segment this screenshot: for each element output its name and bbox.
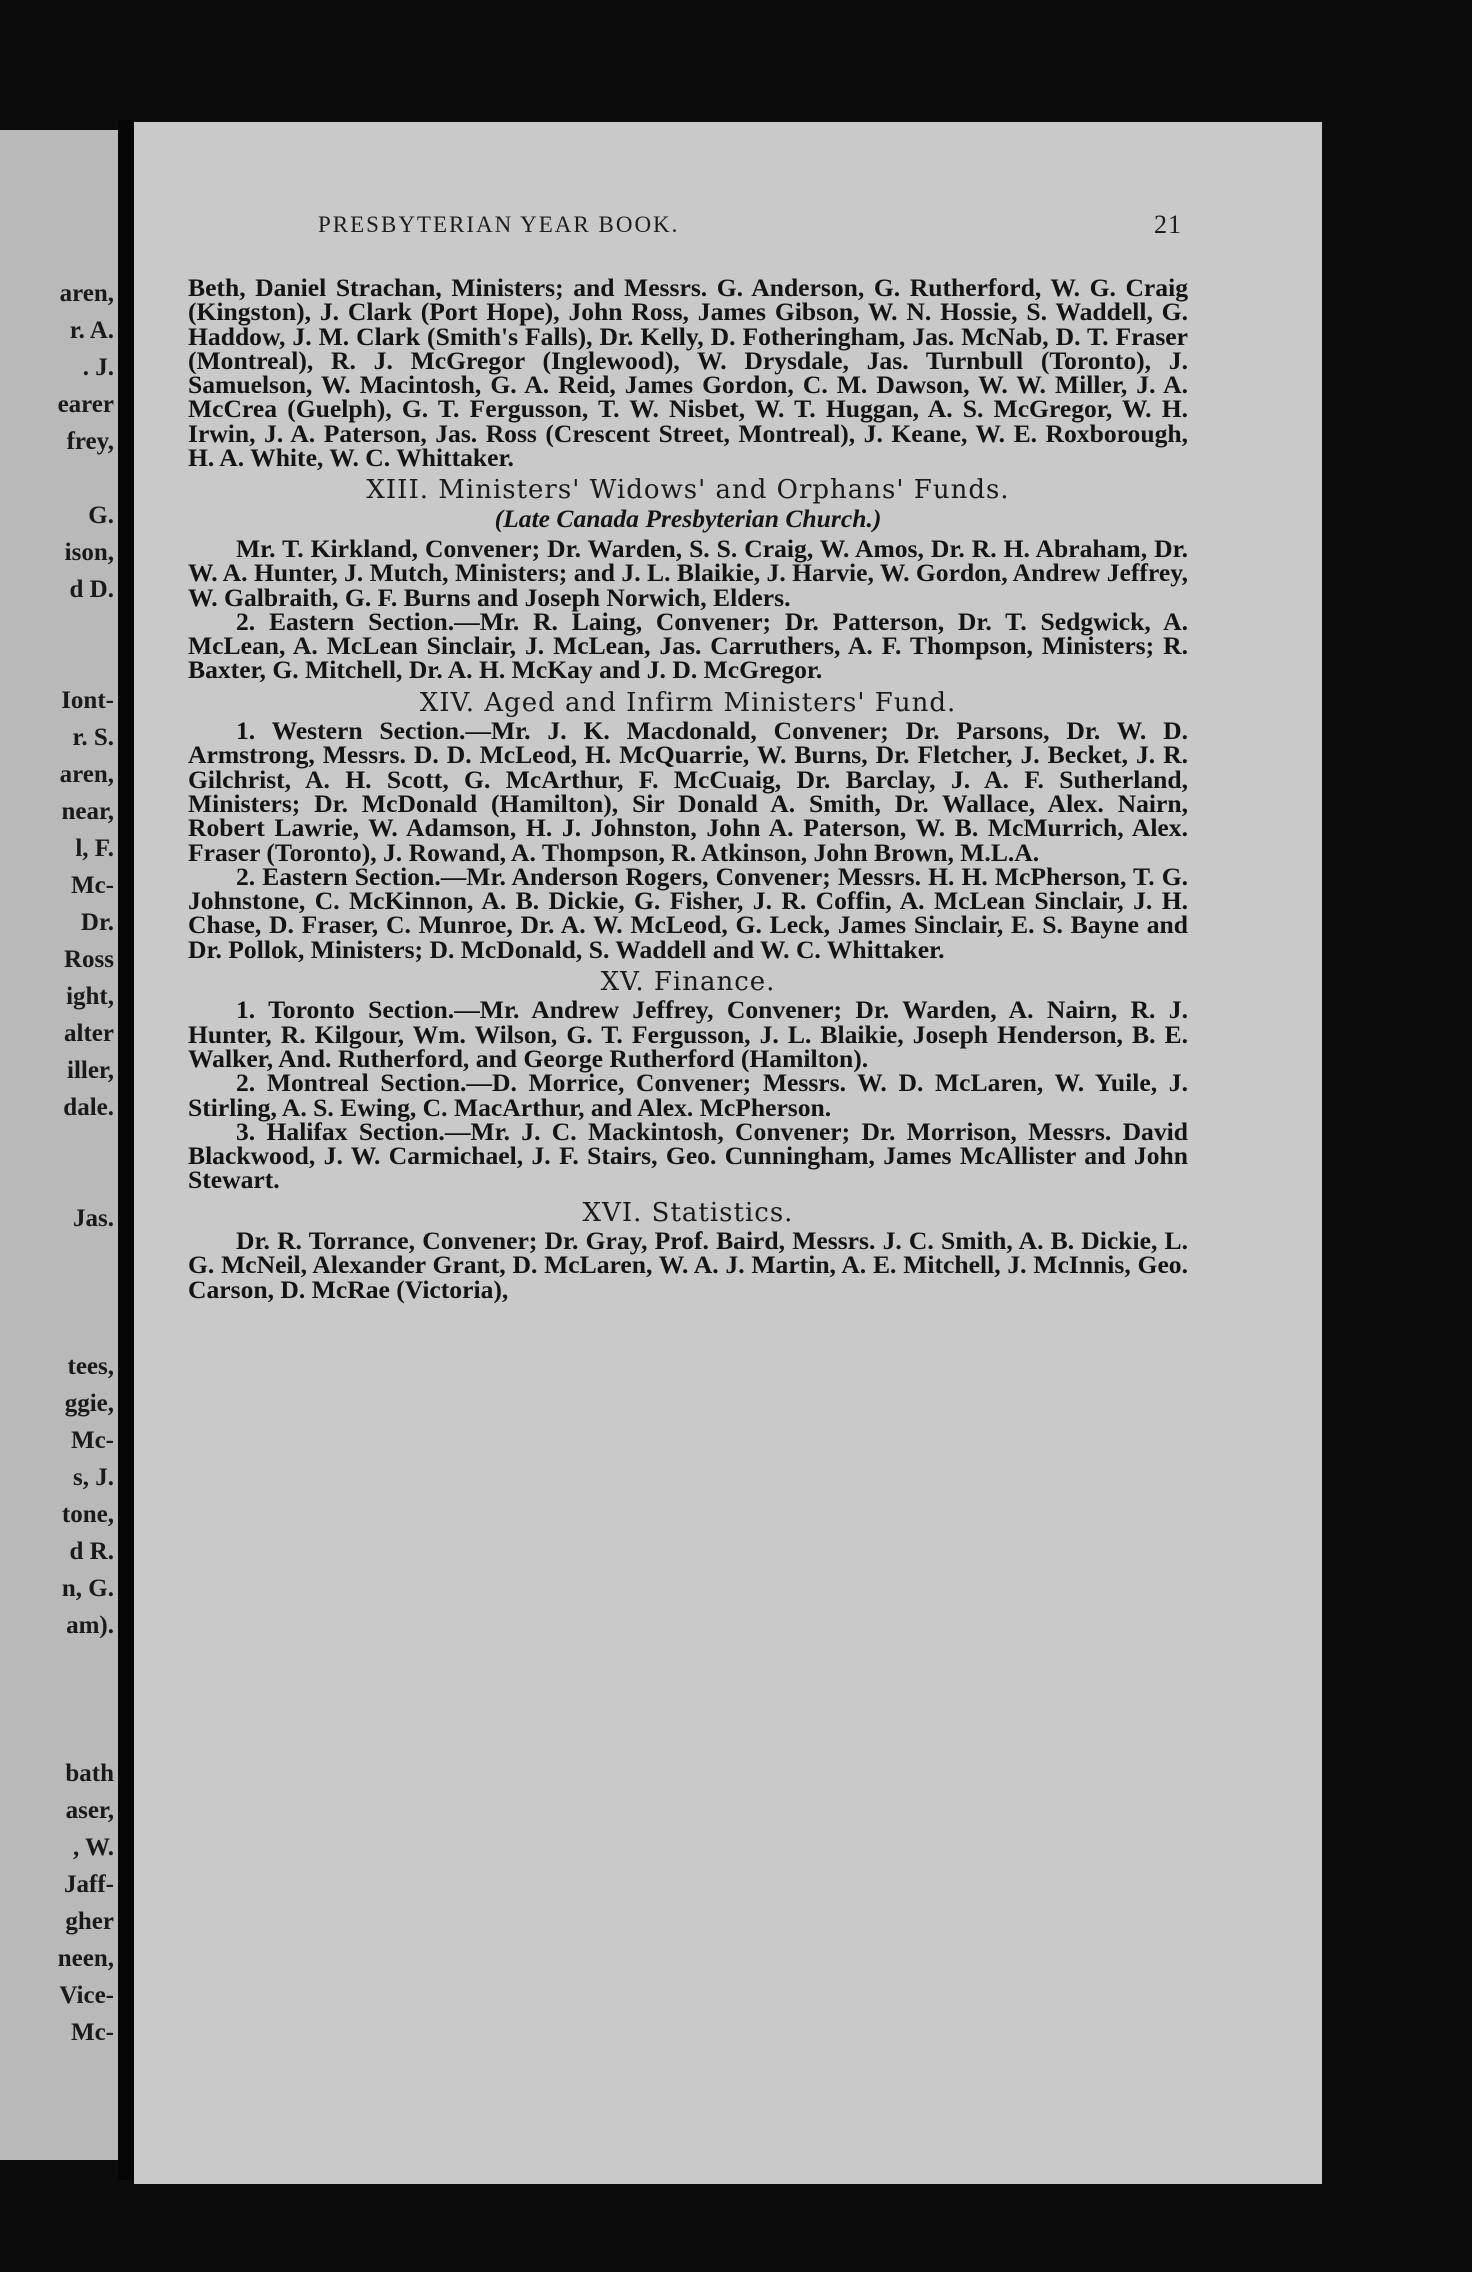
page-gutter — [118, 120, 134, 2180]
left-margin-fragment: near, — [61, 798, 114, 825]
header-title: PRESBYTERIAN YEAR BOOK. — [318, 212, 680, 237]
left-margin-fragment: Mc- — [70, 872, 114, 899]
section-heading-xvi: XVI. Statistics. — [582, 1197, 794, 1228]
section-heading-xiii: XIII. Ministers' Widows' and Orphans' Funds. — [366, 475, 1010, 506]
paragraph: 2. Eastern Section.—Mr. Anderson Rogers, Convener; Messrs. H. H. McPherson, T. G. Johnstone, C. McKinnon, A. B. Dickie, G. Fisher, J. R. Coffin, A. McLean Sinclair, J. H. Chase, D. Fraser, C. Munroe, Dr. A. W. McLeod, G. Leck, James Sinclair, E. S. Bayne and Dr. Pollok, Ministers; D. McDonald, S. Waddell and W. C. Whittaker. — [188, 861, 1188, 964]
left-margin-fragment: dale. — [63, 1094, 114, 1121]
left-margin-fragment: tees, — [67, 1353, 114, 1380]
left-margin-fragment: bath — [65, 1760, 114, 1787]
left-margin-fragment: l, F. — [75, 835, 114, 862]
left-margin-fragment: ison, — [64, 539, 114, 566]
paragraph: 3. Halifax Section.—Mr. J. C. Mackintosh, Convener; Dr. Morrison, Messrs. David Blackwood, J. W. Carmichael, J. F. Stairs, Geo. Cunningham, James McAllister and John Stewart. — [188, 1116, 1188, 1195]
left-margin-fragment: earer — [57, 391, 114, 418]
left-margin-fragment: Vice- — [59, 1982, 114, 2009]
left-margin-fragment: neen, — [57, 1945, 114, 1972]
page-text — [188, 273, 1188, 1304]
left-margin-fragment: aser, — [65, 1797, 114, 1824]
left-margin-fragment: frey, — [66, 428, 114, 455]
left-margin-fragment: tone, — [61, 1501, 114, 1528]
left-margin-fragment: Mc- — [70, 2019, 114, 2046]
left-margin-fragment: d D. — [69, 576, 114, 603]
paragraph: 1. Toronto Section.—Mr. Andrew Jeffrey, Convener; Dr. Warden, A. Nairn, R. J. Hunter, R. Kilgour, Wm. Wilson, G. T. Fergusson, J. L. Blaikie, Joseph Henderson, B. E. Walker, And. Rutherford, and George Rutherford (Hamilton). — [188, 995, 1188, 1073]
paragraph: 1. Western Section.—Mr. J. K. Macdonald, Convener; Dr. Parsons, Dr. W. D. Armstrong, Messrs. D. D. McLeod, H. McQuarrie, W. Burns, Dr. Fletcher, J. Becket, J. R. Gilchrist, A. H. Scott, G. McArthur, F. McCuaig, Dr. Barclay, J. A. F. Sutherland, Ministers; Dr. McDonald (Hamilton), Sir Donald A. Smith, Dr. Wallace, Alex. Nairn, Robert Lawrie, W. Adamson, H. J. Johnston, John A. Paterson, W. B. McMurrich, Alex. Fraser (Toronto), J. Rowand, A. Thompson, R. Atkinson, John Brown, M.L.A. — [188, 716, 1188, 867]
section-heading-xv: XV. Finance. — [600, 967, 776, 998]
left-page-fragment — [0, 130, 118, 2160]
left-margin-fragment: r. S. — [72, 724, 114, 751]
section-subheading: (Late Canada Presbyterian Church.) — [494, 503, 882, 533]
left-margin-fragment: Mc- — [70, 1427, 114, 1454]
left-margin-fragment: d R. — [69, 1538, 114, 1565]
paragraph: Mr. T. Kirkland, Convener; Dr. Warden, S. S. Craig, W. Amos, Dr. R. H. Abraham, Dr. W. A. Hunter, J. Mutch, Ministers; and J. L. Blaikie, J. Harvie, W. Gordon, Andrew Jeffrey, W. Galbraith, G. F. Burns and Joseph Norwich, Elders. — [188, 533, 1188, 612]
left-margin-fragment: gher — [65, 1908, 114, 1935]
section-heading-xiv: XIV. Aged and Infirm Ministers' Fund. — [419, 687, 957, 718]
left-margin-fragment: am). — [66, 1612, 114, 1639]
left-margin-fragment: s, J. — [73, 1464, 114, 1491]
paragraph: 2. Montreal Section.—D. Morrice, Convener; Messrs. W. D. McLaren, W. Yuile, J. Stirling, A. S. Ewing, C. MacArthur, and Alex. McPherson. — [188, 1068, 1188, 1122]
left-margin-fragment: , W. — [72, 1834, 114, 1861]
left-margin-fragment: iller, — [67, 1057, 114, 1084]
left-margin-fragment: aren, — [59, 761, 114, 788]
paragraph: 2. Eastern Section.—Mr. R. Laing, Convener; Dr. Patterson, Dr. T. Sedgwick, A. McLean, A. McLean Sinclair, J. McLean, Jas. Carruthers, A. F. Thompson, Ministers; R. Baxter, G. Mitchell, Dr. A. H. McKay and J. D. McGregor. — [188, 606, 1188, 685]
left-margin-fragment: Ross — [63, 946, 114, 973]
left-margin-fragment: aren, — [59, 280, 114, 307]
left-margin-fragment: alter — [64, 1020, 114, 1047]
left-margin-fragment: . J. — [82, 354, 114, 381]
running-header — [318, 212, 1182, 238]
page-number: 21 — [1154, 210, 1182, 239]
left-margin-fragment: n, G. — [61, 1575, 114, 1602]
left-margin-fragment: Iont- — [61, 687, 114, 714]
left-margin-fragment: ggie, — [64, 1390, 114, 1417]
left-margin-fragment: Jas. — [73, 1205, 114, 1232]
left-margin-fragment: r. A. — [69, 317, 114, 344]
left-margin-fragment: G. — [88, 502, 114, 529]
left-margin-fragment: Dr. — [80, 909, 114, 936]
left-margin-fragment: ight, — [66, 983, 114, 1010]
paragraph-continued: Beth, Daniel Strachan, Ministers; and Messrs. G. Anderson, G. Rutherford, W. G. Craig (Kingston), J. Clark (Port Hope), John Ross, James Gibson, W. N. Hossie, S. Waddell, G. Haddow, J. M. Clark (Smith's Falls), Dr. Kelly, D. Fotheringham, Jas. McNab, D. T. Fraser (Montreal), R. J. McGregor (Inglewood), W. Drysdale, Jas. Turnbull (Toronto), J. Samuelson, W. Macintosh, G. A. Reid, James Gordon, C. M. Dawson, W. W. Miller, J. A. McCrea (Guelph), G. T. Fergusson, T. W. Nisbet, W. T. Huggan, A. S. McGregor, W. H. Irwin, J. A. Paterson, Jas. Ross (Crescent Street, Montreal), J. Keane, W. E. Roxborough, H. A. White, W. C. Whittaker. — [188, 273, 1188, 473]
paragraph: Dr. R. Torrance, Convener; Dr. Gray, Prof. Baird, Messrs. J. C. Smith, A. B. Dickie, L. G. McNeil, Alexander Grant, D. McLaren, W. A. J. Martin, A. E. Mitchell, J. McInnis, Geo. Carson, D. McRae (Victoria), — [188, 1225, 1188, 1304]
left-margin-fragment: Jaff- — [64, 1871, 114, 1898]
